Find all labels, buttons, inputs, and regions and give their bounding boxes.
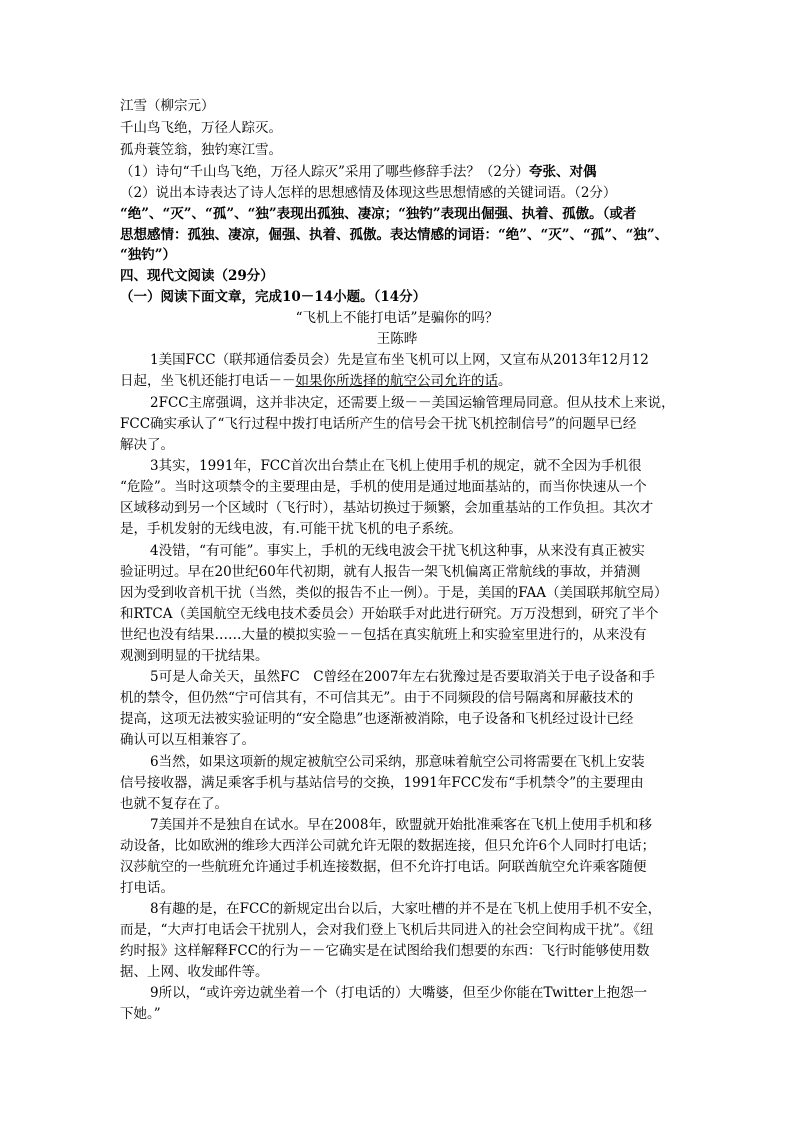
- question-1-answer: 夸张、对偶: [528, 164, 597, 180]
- paragraph-line: 信号接收器，满足乘客手机与基站信号的交换，1991年FCC发布“手机禁令”的主要理由: [120, 775, 644, 791]
- poem-line-2: 孤舟蓑笠翁，独钓寒江雪。: [120, 142, 282, 158]
- paragraph-line: 解决了。: [120, 437, 174, 453]
- paragraph-line: [120, 371, 512, 391]
- paragraph-line: 确认可以互相兼容了。: [120, 732, 255, 748]
- paragraph-text: 。: [498, 373, 512, 389]
- paragraph-line: 和RTCA（美国航空无线电技术委员会）开始联手对此进行研究。万万没想到，研究了半个: [120, 606, 659, 622]
- paragraph-line: 也就不复存在了。: [120, 796, 228, 812]
- question-2-answer-line: “独钓”）: [120, 247, 177, 263]
- paragraph-line: 是，手机发射的无线电波，有.可能干扰飞机的电子系统。: [120, 521, 462, 537]
- paragraph-line: 机的禁令，但仍然“宁可信其有，不可信其无”。由于不同频段的信号隔离和屏蔽技术的: [120, 690, 634, 706]
- paragraph-line: 7美国并不是独自在试水。早在2008年，欧盟就开始批准乘客在飞机上使用手机和移: [150, 817, 652, 833]
- question-2-prompt: （2）说出本诗表达了诗人怎样的思想感情及体现这些思想情感的关键词语。（2分）: [120, 185, 617, 201]
- paragraph-line: 提高，这项无法被实验证明的“安全隐患”也逐渐被消除，电子设备和飞机经过设计已经: [120, 711, 634, 727]
- paragraph-line: “危险”。当时这项禁令的主要理由是，手机的使用是通过地面基站的，而当你快速从一个: [120, 479, 647, 495]
- paragraph-line: 汉莎航空的一些航班允许通过手机连接数据，但不允许打电话。阿联酋航空允许乘客随便: [120, 859, 647, 875]
- paragraph-line: 8有趣的是，在FCC的新规定出台以后，大家吐槽的并不是在飞机上使用手机不安全，: [150, 901, 662, 917]
- paragraph-line: 下她。”: [120, 1006, 161, 1022]
- paragraph-line: 9所以，“或许旁边就坐着一个（打电话的）大嘴婆，但至少你能在Twitter上抱怨一: [150, 985, 648, 1001]
- paragraph-line: FCC确实承认了“飞行过程中拨打电话所产生的信号会干扰飞机控制信号”的问题早已经: [120, 416, 637, 432]
- paragraph-line: 打电话。: [120, 880, 174, 896]
- question-2-answer-line: “绝”、“灭”、“孤”、“独”表现出孤独、凄凉；“独钓”表现出倔强、执着、孤傲。（或者: [120, 206, 637, 222]
- section-subheading: （一）阅读下面文章，完成10－14小题。（14分）: [120, 289, 427, 305]
- underlined-phrase: 如果你所选择的航空公司允许的话: [295, 373, 498, 389]
- paragraph-line: 约时报》这样解释FCC的行为－－它确实是在试图给我们想要的东西：飞行时能够使用数: [120, 943, 650, 959]
- paragraph-line: 据、上网、收发邮件等。: [120, 964, 269, 980]
- paragraph-line: 因为受到收音机干扰（当然，类似的报告不止一例）。于是，美国的FAA（美国联邦航空局）: [120, 585, 668, 601]
- paragraph-line: 3其实，1991年，FCC首次出台禁止在飞机上使用手机的规定，就不全因为手机很: [150, 458, 642, 474]
- paragraph-line: 4没错，“有可能”。事实上，手机的无线电波会干扰飞机这种事，从来没有真正被实: [150, 543, 645, 559]
- poem-line-1: 千山鸟飞绝，万径人踪灭。: [120, 120, 282, 136]
- paragraph-line: 世纪也没有结果……大量的模拟实验－－包括在真实航班上和实验室里进行的，从来没有: [120, 627, 647, 643]
- article-author: 王陈晔: [376, 331, 418, 347]
- paragraph-line: 2FCC主席强调，这并非决定，还需要上级－－美国运输管理局同意。但从技术上来说，: [150, 395, 675, 411]
- paragraph-line: 验证明过。早在20世纪60年代初期，就有人报告一架飞机偏离正常航线的事故，并猜测: [120, 564, 641, 580]
- paragraph-text: 日起，坐飞机还能打电话－－: [120, 373, 296, 389]
- poem-title: 江雪（柳宗元）: [120, 98, 215, 114]
- paragraph-line: 5可是人命关天，虽然FC C曾经在2007年左右犹豫过是否要取消关于电子设备和手: [150, 669, 655, 685]
- paragraph-line: 而是，“大声打电话会干扰别人，会对我们登上飞机后共同进入的社会空间构成干扰”。《纽: [120, 922, 654, 938]
- section-heading: 四、现代文阅读（29分）: [120, 268, 274, 284]
- question-2-answer-line: 思想感情：孤独、凄凉，倔强、执着、孤傲。表达情感的词语：“绝”、“灭”、“孤”、“独”、: [120, 227, 669, 243]
- article-title: “飞机上不能打电话”是骗你的吗？: [295, 310, 499, 326]
- question-1: [120, 162, 596, 182]
- paragraph-line: 区域移动到另一个区域时（飞行时），基站切换过于频繁，会加重基站的工作负担。其次才: [120, 500, 654, 516]
- paragraph-line: 动设备，比如欧洲的维珍大西洋公司就允许无限的数据连接，但只允许6个人同时打电话；: [120, 838, 656, 854]
- paragraph-line: 6当然，如果这项新的规定被航空公司采纳，那意味着航空公司将需要在飞机上安装: [150, 754, 645, 770]
- paragraph-line: 观测到明显的干扰结果。: [120, 648, 269, 664]
- question-1-prompt: （1）诗句“千山鸟飞绝，万径人踪灭”采用了哪些修辞手法？（2分）: [120, 164, 529, 180]
- paragraph-line: 1美国FCC（联邦通信委员会）先是宣布坐飞机可以上网，又宣布从2013年12月12: [150, 352, 649, 368]
